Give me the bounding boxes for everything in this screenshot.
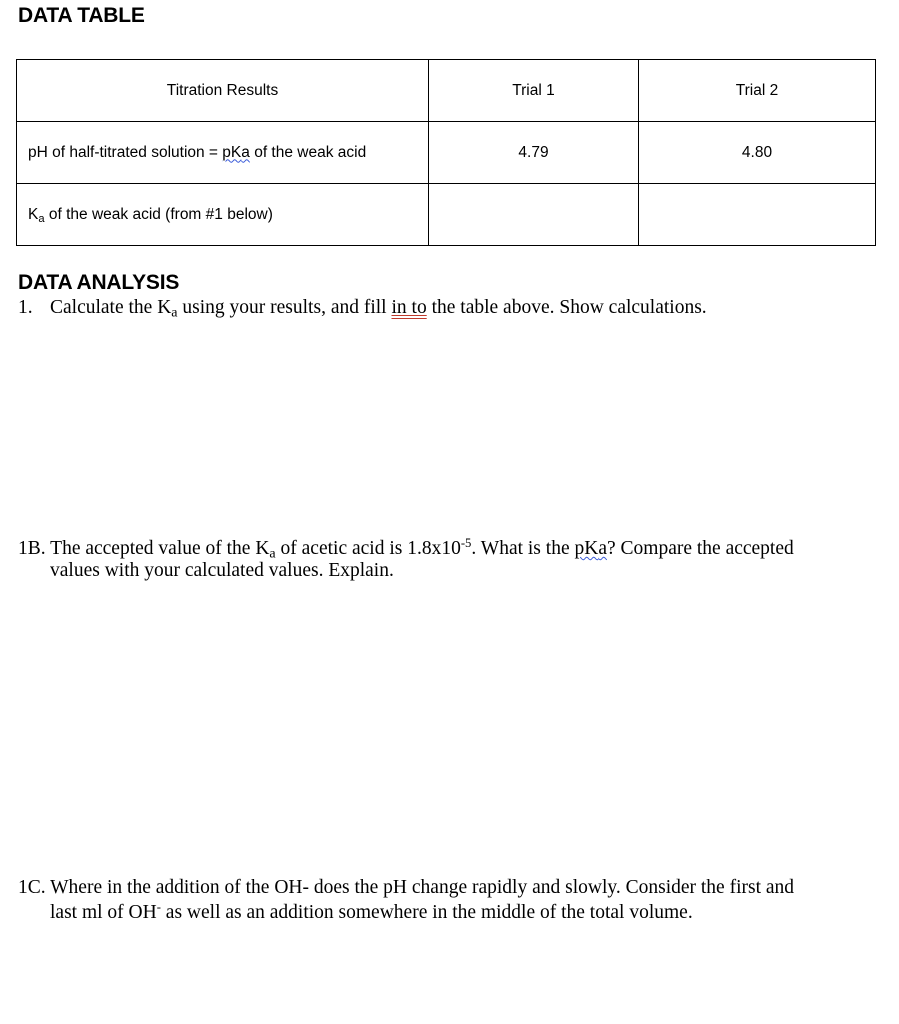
q1b-text-b: of acetic acid is 1.8x10 (275, 538, 461, 559)
row-label-ph (17, 122, 429, 184)
row-label-ph-prefix: pH of half-titrated solution = (28, 143, 223, 161)
q1c-line-2-a: last ml of OH (50, 902, 157, 923)
pka-term (222, 144, 250, 161)
question-1 (18, 297, 878, 319)
q1-text-a: Calculate the K (50, 297, 172, 318)
header-cell-titration-results: Titration Results (17, 60, 429, 122)
data-table-heading: DATA TABLE (18, 4, 145, 27)
row-label-ph-suffix: of the weak acid (249, 143, 367, 161)
q1b-text-d: ? Compare the accepted (606, 538, 794, 559)
ka-letter: K (28, 205, 39, 223)
q1b-pka-term (574, 538, 607, 559)
q1c-superscript: - (156, 900, 161, 915)
header-cell-trial-1: Trial 1 (429, 60, 639, 122)
question-1b (18, 538, 878, 582)
row-label-ka-suffix: of the weak acid (from #1 below) (44, 205, 273, 223)
table-row-ka (17, 184, 876, 246)
q1c-line-1: 1C. Where in the addition of the OH- does the pH change rapidly and slowly. Consider the first and (18, 877, 795, 898)
q1-text-b: using your results, and fill (177, 297, 392, 318)
q1b-subscript: a (269, 545, 276, 562)
ka-subscript: a (38, 212, 45, 225)
q1-subscript: a (171, 304, 178, 321)
cell-trial-1-ph: 4.79 (429, 122, 639, 184)
q1c-line-2-b: as well as an addition somewhere in the middle of the total volume. (160, 902, 693, 923)
row-label-ka (17, 184, 429, 246)
pka-subscript: a (241, 143, 250, 161)
titration-results-table (16, 59, 876, 246)
q1b-text-a: 1B. The accepted value of the K (18, 538, 270, 559)
q1b-exponent: -5 (460, 536, 472, 551)
table-row-ph (17, 122, 876, 184)
q1b-pka-subscript: a (598, 538, 607, 559)
cell-trial-2-ph: 4.80 (639, 122, 876, 184)
cell-trial-2-ka[interactable] (639, 184, 876, 246)
q1c-line-2 (18, 900, 878, 925)
data-analysis-heading: DATA ANALYSIS (18, 271, 180, 294)
question-1c (18, 875, 878, 925)
pka-letters: pK (222, 143, 242, 161)
q1b-pka-letters: pK (574, 538, 599, 559)
header-cell-trial-2: Trial 2 (639, 60, 876, 122)
q1-text-c: the table above. Show calculations. (426, 297, 707, 318)
q1b-text-c: . What is the (471, 538, 575, 559)
q1b-line-2: values with your calculated values. Explain. (50, 560, 394, 581)
q1-underlined-text: in to (391, 297, 427, 318)
question-1-number: 1. (18, 297, 33, 318)
table-header-row (17, 60, 876, 122)
cell-trial-1-ka[interactable] (429, 184, 639, 246)
